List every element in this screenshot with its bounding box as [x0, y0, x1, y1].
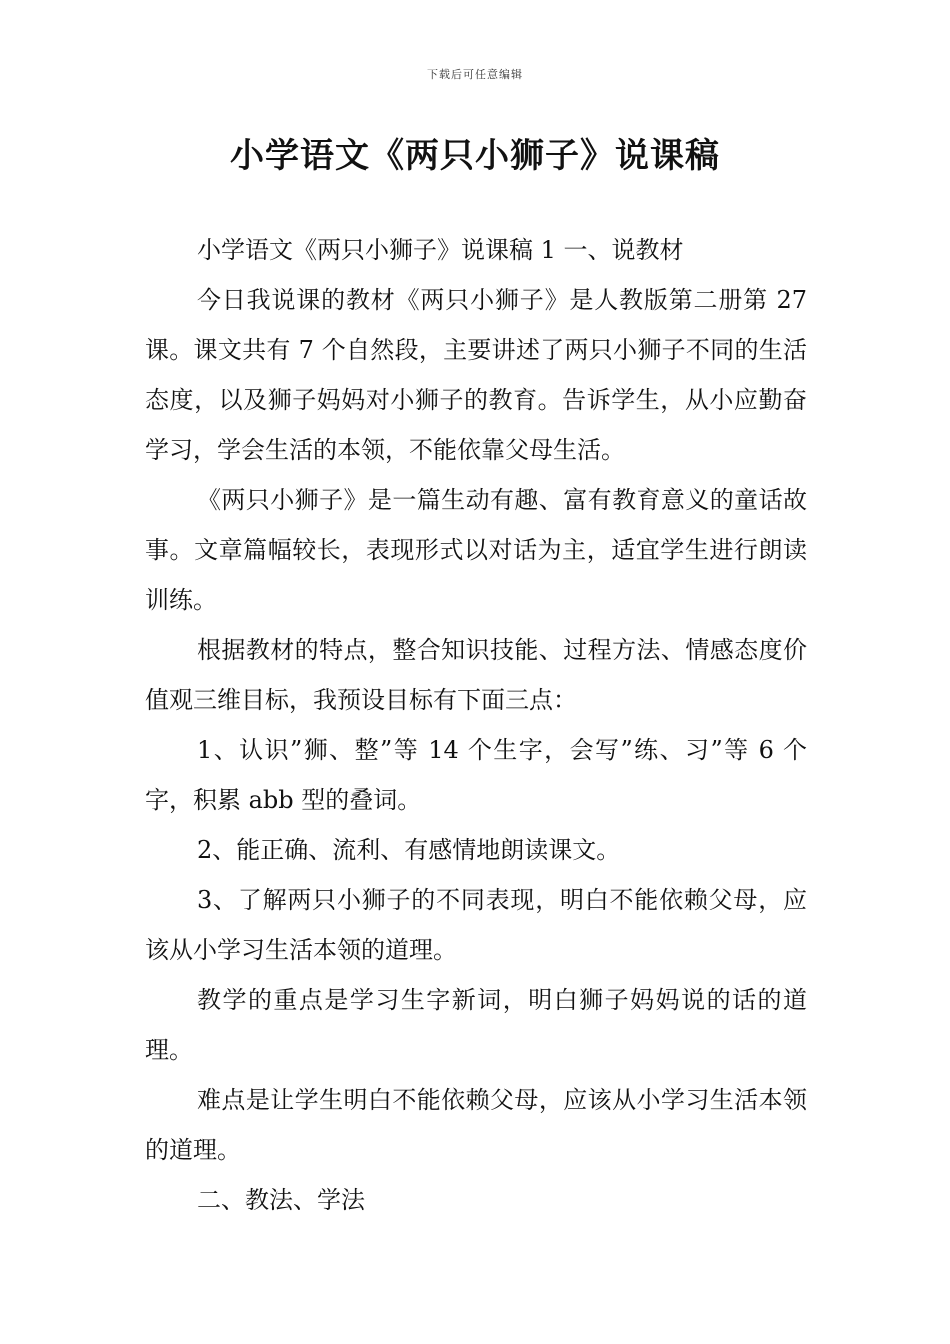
paragraph-textbook-intro: 今日我说课的教材《两只小狮子》是人教版第二册第 27 课。课文共有 7 个自然段，主要讲述了两只小狮子不同的生活态度，以及狮子妈妈对小狮子的教育。告诉学生，从小应勤奋学习，学会生活的本领，不能依靠父母生活。 [145, 286, 807, 464]
document-body [145, 225, 807, 1225]
document-title: 小学语文《两只小狮子》说课稿 [230, 136, 720, 176]
paragraph-objective-3: 3、了解两只小狮子的不同表现，明白不能依赖父母，应该从小学习生活本领的道理。 [145, 886, 807, 964]
paragraph-key-points: 教学的重点是学习生字新词，明白狮子妈妈说的话的道理。 [145, 986, 807, 1064]
paragraph-objective-1: 1、认识”狮、整”等 14 个生字，会写”练、习”等 6 个字，积累 abb 型的叠词。 [145, 736, 807, 814]
paragraph-objective-2: 2、能正确、流利、有感情地朗读课文。 [197, 836, 621, 864]
header-note: 下载后可任意编辑 [427, 68, 523, 81]
paragraph-section-heading: 小学语文《两只小狮子》说课稿 1 一、说教材 [197, 236, 684, 264]
paragraph-section-2-heading: 二、教法、学法 [197, 1186, 365, 1214]
paragraph-objectives-intro: 根据教材的特点，整合知识技能、过程方法、情感态度价值观三维目标，我预设目标有下面三点： [145, 636, 807, 714]
paragraph-story-description: 《两只小狮子》是一篇生动有趣、富有教育意义的童话故事。文章篇幅较长，表现形式以对话为主，适宜学生进行朗读训练。 [145, 486, 807, 614]
paragraph-difficulties: 难点是让学生明白不能依赖父母，应该从小学习生活本领的道理。 [145, 1086, 807, 1164]
